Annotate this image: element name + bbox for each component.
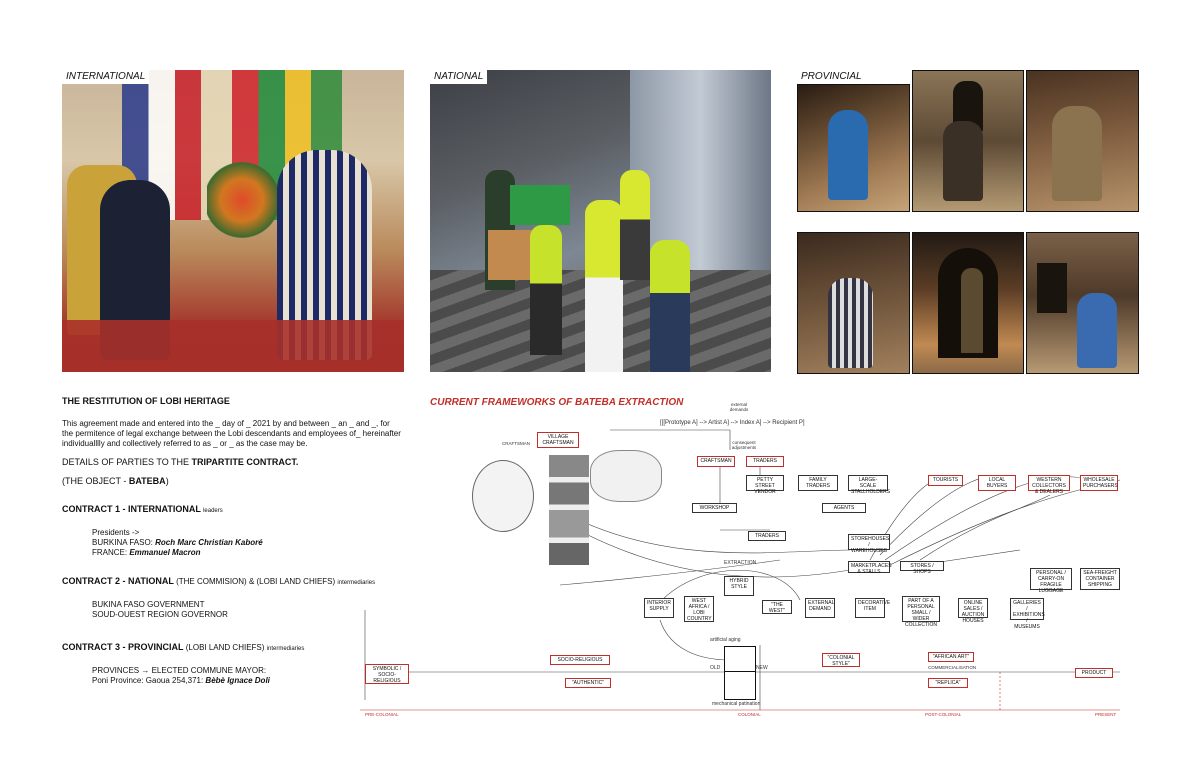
box-galleries: GALLERIES / EXHIBITIONS / MUSEUMS [1010,598,1044,620]
worker-vest-4 [620,170,650,280]
provincial-photo-3 [1026,70,1139,212]
caption-national: NATIONAL [430,70,487,84]
cardboard-box [488,230,533,280]
box-traders-mid: TRADERS [748,531,786,541]
worker-vest-1 [530,225,562,355]
box-local: LOCAL BUYERS [978,475,1016,491]
box-storehouses: STOREHOUSES / WAREHOUSES [848,534,890,550]
box-largescale: LARGE-SCALE STALLHOLDERS [848,475,888,491]
object-line: (THE OBJECT - BATEBA) [62,476,169,486]
box-hybrid: HYBRID STYLE [724,576,754,596]
worker-vest-2 [585,200,623,372]
consequent-note: consequent adjustments [731,440,757,450]
red-carpet [62,320,404,372]
box-authentic: "AUTHENTIC" [565,678,611,688]
sketch-hut [472,460,534,532]
period-colonial: COLONIAL [738,712,761,717]
box-workshop: WORKSHOP [692,503,737,513]
sketch-photos [549,455,589,565]
contract-3: CONTRACT 3 - PROVINCIAL (LOBI LAND CHIEFS) intermediaries PROVINCES → ELECTED COMMUNE MAYOR: Poni Province: Gaoua 254,371: Bèbè Ignace Doli [62,642,305,685]
box-socio: SOCIO-RELIGIOUS [550,655,610,665]
box-african-art: "AFRICAN ART" [928,652,974,662]
box-marketplaces: MARKETPLACES & STALLS [848,561,890,573]
box-colonial-style: "COLONIAL STYLE" [822,653,860,667]
box-product: PRODUCT [1075,668,1113,678]
provincial-photo-1 [797,84,910,212]
period-present: PRESENT [1095,712,1117,717]
box-online: ONLINE SALES / AUCTION HOUSES [958,598,988,618]
external-demands-note: external demands [729,402,749,412]
aging-column [724,646,756,700]
box-stores: STORES / SHOPS [900,561,944,571]
box-thewest: "THE WEST" [762,600,792,614]
box-western: WESTERN COLLECTORS & DEALERS [1028,475,1070,491]
agreement-paragraph: This agreement made and entered into the _ day of _ 2021 by and between _ an _ and _, for the permitence of legal exchange between the Lobi descendants and employees of_ hereinafter individualllly and collectively referred to as _ or _ as the case may be. [62,419,401,448]
contract-1: CONTRACT 1 - INTERNATIONAL leaders Presidents -> BURKINA FASO: Roch Marc Christian Kaboré FRANCE: Emmanuel Macron [62,504,263,557]
flower-arrangement [207,160,277,240]
worker-vest-3 [650,240,690,372]
photo-national [430,70,771,372]
box-traders-top: TRADERS [746,456,784,467]
box-family: FAMILY TRADERS [798,475,838,491]
box-personal: PERSONAL / CARRY-ON FRAGILE LUGGAGE [1030,568,1072,590]
box-personalcoll: PART OF A PERSONAL SMALL / WIDER COLLECTION [902,596,940,622]
provincial-photo-5 [912,232,1024,374]
box-decorative: DECORATIVE ITEM [855,598,885,618]
box-seafreight: SEA-FREIGHT CONTAINER SHIPPING [1080,568,1120,590]
provincial-photo-6 [1026,232,1139,374]
old-label: OLD [710,665,721,671]
box-external: EXTERNAL DEMAND [805,598,835,618]
box-craftsman: CRAFTSMAN [697,456,735,467]
agreement-title: THE RESTITUTION OF LOBI HERITAGE [62,396,230,406]
period-post-colonial: POST-COLONIAL [925,712,962,717]
agreement-panel [62,396,402,686]
period-labels [365,712,1115,720]
box-symbolic: SYMBOLIC / SOCIO-RELIGIOUS [365,664,409,684]
diagram-title: CURRENT FRAMEWORKS OF BATEBA EXTRACTION [430,397,684,408]
box-replica: "REPLICA" [928,678,968,688]
period-pre-colonial: PRE-COLONIAL [365,712,399,717]
artificial-aging-label: artificial aging [710,637,741,643]
box-petty: PETTY STREET VENDOR [746,475,784,491]
commercial-label: COMMERCIALISATION [928,665,977,670]
box-village-craftsman: VILLAGE CRAFTSMAN [537,432,579,448]
details-line: DETAILS OF PARTIES TO THE TRIPARTITE CONTRACT. [62,457,299,467]
mechanical-label: mechanical patination [712,701,761,707]
box-interior: INTERIOR SUPPLY [644,598,674,618]
contract-2: CONTRACT 2 - NATIONAL (THE COMMISION) & (LOBI LAND CHIEFS) intermediaries BUKINA FASO GOVERNMENT SOUD-OUEST REGION GOVERNOR [62,576,376,619]
provincial-photo-2 [912,70,1024,212]
green-box [510,185,570,225]
extraction-label: EXTRACTION [724,560,757,566]
box-westafrica: WEST AFRICA / LOBI COUNTRY [684,596,714,622]
box-agents: AGENTS [822,503,866,513]
caption-provincial: PROVINCIAL [797,70,866,84]
craftsman-label: CRAFTSMAN [502,441,530,446]
sketch-map [590,450,662,502]
provincial-photo-4 [797,232,910,374]
photo-international [62,70,404,372]
box-wholesale: WHOLESALE PURCHASERS [1080,475,1118,491]
new-label: NEW [756,665,768,671]
box-tourists: TOURISTS [928,475,963,486]
formula: [[[Prototype A] --> Artist A] --> Index A] --> Recipient P] [660,420,805,426]
caption-international: INTERNATIONAL [62,70,149,84]
